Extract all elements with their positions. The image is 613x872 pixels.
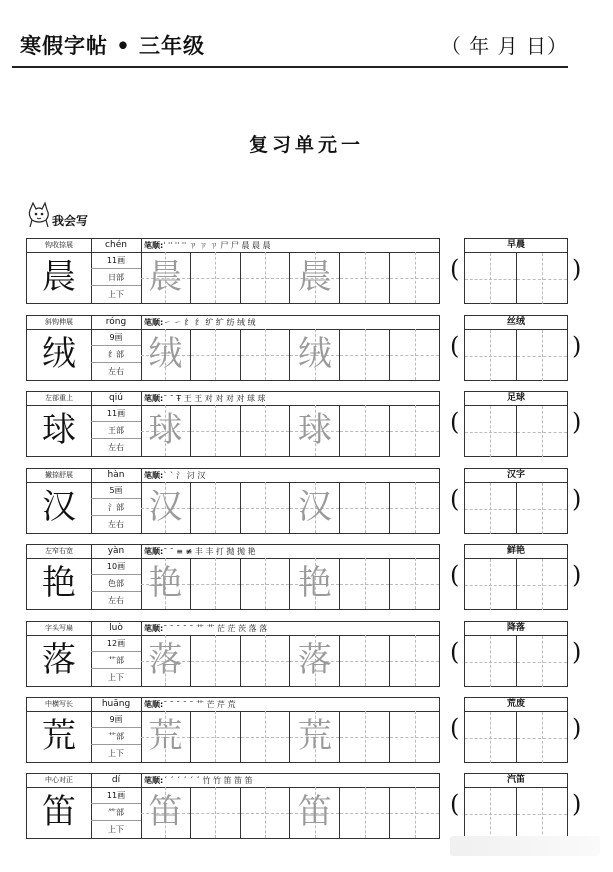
right-parenthesis: ) bbox=[572, 561, 582, 589]
trace-cell[interactable] bbox=[290, 711, 340, 762]
word-cell[interactable] bbox=[517, 712, 568, 763]
practice-cell[interactable] bbox=[390, 787, 439, 838]
trace-cell[interactable] bbox=[141, 787, 191, 838]
word-box bbox=[464, 391, 568, 457]
trace-character: 落 bbox=[148, 640, 183, 680]
stroke-order bbox=[141, 469, 439, 483]
practice-cell[interactable] bbox=[241, 787, 291, 838]
writing-tip: 左部重上 bbox=[27, 392, 92, 406]
character-block bbox=[26, 468, 440, 534]
trace-character: 绒 bbox=[297, 334, 332, 374]
pinyin: yàn bbox=[91, 545, 142, 559]
practice-cell[interactable] bbox=[191, 787, 241, 838]
structure: 上下 bbox=[108, 290, 124, 299]
radical: 纟部 bbox=[91, 346, 141, 363]
word-cell[interactable] bbox=[465, 559, 517, 610]
right-parenthesis: ) bbox=[572, 485, 582, 513]
word-label: 汽笛 bbox=[465, 774, 567, 788]
radical: 氵部 bbox=[91, 499, 141, 516]
word-grid bbox=[465, 636, 567, 687]
trace-character: 荒 bbox=[148, 716, 183, 756]
pinyin: dí bbox=[91, 774, 142, 788]
trace-cell[interactable] bbox=[141, 711, 191, 762]
stroke-count: 9画 bbox=[91, 711, 141, 728]
stroke-order bbox=[141, 392, 439, 406]
practice-cell[interactable] bbox=[340, 405, 390, 456]
cat-mascot-icon bbox=[26, 200, 52, 228]
stroke-order bbox=[141, 698, 439, 712]
word-cell[interactable] bbox=[465, 483, 517, 534]
trace-cell[interactable] bbox=[141, 558, 191, 609]
unit-title: 复习单元一 bbox=[248, 134, 364, 156]
character-block bbox=[26, 621, 440, 687]
writing-tip: 钩收捺展 bbox=[27, 239, 92, 253]
practice-cell[interactable] bbox=[191, 558, 241, 609]
left-parenthesis: ( bbox=[450, 561, 460, 589]
pinyin: hàn bbox=[91, 469, 142, 483]
word-cell[interactable] bbox=[517, 330, 568, 381]
radical: 日部 bbox=[91, 269, 141, 286]
practice-grid bbox=[141, 329, 439, 380]
practice-cell[interactable] bbox=[191, 711, 241, 762]
practice-cell[interactable] bbox=[390, 711, 439, 762]
writing-tip: 左窄右宽 bbox=[27, 545, 92, 559]
stroke-order-label: 笔顺: bbox=[144, 776, 164, 785]
radical: 色部 bbox=[91, 575, 141, 592]
radical: ⺮部 bbox=[91, 804, 141, 821]
word-grid bbox=[465, 483, 567, 534]
right-parenthesis: ) bbox=[572, 714, 582, 742]
trace-character: 汉 bbox=[148, 487, 183, 527]
character-info bbox=[91, 405, 142, 456]
stroke-sequence: ㇀ ㇀ 纟 纟 纩 纩 纺 绒 绒 bbox=[163, 318, 256, 327]
pinyin: qiú bbox=[91, 392, 142, 406]
practice-cell[interactable] bbox=[340, 711, 390, 762]
stroke-order-label: 笔顺: bbox=[144, 241, 164, 250]
trace-cell[interactable] bbox=[290, 482, 340, 533]
practice-cell[interactable] bbox=[340, 558, 390, 609]
writing-tip: 中横写长 bbox=[27, 698, 92, 712]
practice-grid bbox=[141, 405, 439, 456]
word-cell[interactable] bbox=[465, 788, 517, 839]
model-character: 晨 bbox=[27, 252, 92, 303]
word-box bbox=[464, 238, 568, 304]
writing-tip: 中心对正 bbox=[27, 774, 92, 788]
trace-character: 荒 bbox=[297, 716, 332, 756]
practice-cell[interactable] bbox=[390, 329, 439, 380]
section-label: 我会写 bbox=[52, 214, 89, 228]
stroke-order bbox=[141, 316, 439, 330]
character-block bbox=[26, 315, 440, 381]
practice-cell[interactable] bbox=[390, 482, 439, 533]
character-block bbox=[26, 544, 440, 610]
structure: 左右 bbox=[108, 520, 124, 529]
trace-character: 晨 bbox=[148, 257, 183, 297]
practice-cell[interactable] bbox=[191, 405, 241, 456]
practice-cell[interactable] bbox=[241, 405, 291, 456]
stroke-sequence: ˉ ˉ Ŧ 王 王 对 对 对 对 球 球 bbox=[163, 394, 266, 403]
word-cell[interactable] bbox=[517, 788, 568, 839]
character-info bbox=[91, 635, 142, 686]
word-box bbox=[464, 544, 568, 610]
practice-row bbox=[26, 773, 582, 839]
stroke-count: 11画 bbox=[91, 787, 141, 804]
stroke-order-label: 笔顺: bbox=[144, 394, 164, 403]
model-character: 落 bbox=[27, 635, 92, 686]
word-box bbox=[464, 773, 568, 839]
model-character: 艳 bbox=[27, 558, 92, 609]
practice-grid bbox=[141, 558, 439, 609]
practice-cell[interactable] bbox=[390, 252, 439, 303]
model-character: 汉 bbox=[27, 482, 92, 533]
character-block bbox=[26, 773, 440, 839]
stroke-count: 12画 bbox=[91, 635, 141, 652]
practice-grid bbox=[141, 787, 439, 838]
word-label: 汉字 bbox=[465, 469, 567, 483]
practice-cell[interactable] bbox=[191, 482, 241, 533]
stroke-sequence: ˋ ˋ 氵 汈 汉 bbox=[163, 471, 206, 480]
structure: 上下 bbox=[108, 673, 124, 682]
trace-cell[interactable] bbox=[141, 482, 191, 533]
left-parenthesis: ( bbox=[450, 790, 460, 818]
practice-row bbox=[26, 697, 582, 763]
stroke-order-label: 笔顺: bbox=[144, 700, 164, 709]
word-cell[interactable] bbox=[465, 253, 517, 304]
model-character: 绒 bbox=[27, 329, 92, 380]
structure: 上下 bbox=[108, 749, 124, 758]
practice-cell[interactable] bbox=[241, 252, 291, 303]
character-block bbox=[26, 238, 440, 304]
writing-tip: 字头写扁 bbox=[27, 622, 92, 636]
radical: 艹部 bbox=[91, 728, 141, 745]
header-title: 寒假字帖 • 三年级 bbox=[20, 33, 206, 58]
trace-character: 汉 bbox=[297, 487, 332, 527]
practice-cell[interactable] bbox=[241, 329, 291, 380]
word-grid bbox=[465, 253, 567, 304]
practice-grid bbox=[141, 711, 439, 762]
trace-cell[interactable] bbox=[290, 787, 340, 838]
stroke-order-label: 笔顺: bbox=[144, 318, 164, 327]
watermark bbox=[450, 836, 600, 856]
right-parenthesis: ) bbox=[572, 790, 582, 818]
page-header bbox=[12, 28, 568, 68]
writing-tip: 撇捺舒展 bbox=[27, 469, 92, 483]
word-box bbox=[464, 468, 568, 534]
stroke-order bbox=[141, 622, 439, 636]
character-info bbox=[91, 329, 142, 380]
pinyin: huāng bbox=[91, 698, 142, 712]
trace-character: 球 bbox=[297, 410, 332, 450]
stroke-sequence: ˉ ˉ ≡ ≢ 丰 丰 打 抛 抛 艳 bbox=[163, 547, 256, 556]
trace-cell[interactable] bbox=[141, 405, 191, 456]
stroke-order bbox=[141, 545, 439, 559]
right-parenthesis: ) bbox=[572, 638, 582, 666]
character-info bbox=[91, 252, 142, 303]
stroke-sequence: ˈ ˈˈ ˈˈ ˈˈ ㄗ ㄗ ㄗ 尸 尸 晨 晨 晨 bbox=[163, 241, 271, 250]
practice-cell[interactable] bbox=[340, 329, 390, 380]
pinyin: chén bbox=[91, 239, 142, 253]
practice-cell[interactable] bbox=[241, 635, 291, 686]
word-cell[interactable] bbox=[465, 330, 517, 381]
word-cell[interactable] bbox=[465, 406, 517, 457]
stroke-count: 10画 bbox=[91, 558, 141, 575]
character-block bbox=[26, 391, 440, 457]
left-parenthesis: ( bbox=[450, 332, 460, 360]
word-grid bbox=[465, 559, 567, 610]
word-label: 鲜艳 bbox=[465, 545, 567, 559]
header-date: （ 年 月 日） bbox=[440, 34, 568, 58]
stroke-order-label: 笔顺: bbox=[144, 471, 164, 480]
practice-cell[interactable] bbox=[340, 252, 390, 303]
word-label: 足球 bbox=[465, 392, 567, 406]
trace-cell[interactable] bbox=[141, 252, 191, 303]
practice-cell[interactable] bbox=[191, 252, 241, 303]
stroke-count: 5画 bbox=[91, 482, 141, 499]
left-parenthesis: ( bbox=[450, 714, 460, 742]
left-parenthesis: ( bbox=[450, 638, 460, 666]
stroke-order bbox=[141, 239, 439, 253]
pinyin: róng bbox=[91, 316, 142, 330]
radical: 艹部 bbox=[91, 652, 141, 669]
right-parenthesis: ) bbox=[572, 332, 582, 360]
practice-row bbox=[26, 315, 582, 381]
stroke-count: 9画 bbox=[91, 329, 141, 346]
practice-grid bbox=[141, 252, 439, 303]
word-grid bbox=[465, 330, 567, 381]
stroke-sequence: ˉ ˉ ˉ ˉ ˉ 艹 艹 茫 茫 茨 落 落 bbox=[163, 624, 268, 633]
practice-row bbox=[26, 391, 582, 457]
practice-cell[interactable] bbox=[390, 405, 439, 456]
practice-row bbox=[26, 544, 582, 610]
character-info bbox=[91, 787, 142, 838]
stroke-count: 11画 bbox=[91, 252, 141, 269]
word-box bbox=[464, 697, 568, 763]
trace-cell[interactable] bbox=[290, 405, 340, 456]
trace-cell[interactable] bbox=[290, 558, 340, 609]
character-block bbox=[26, 697, 440, 763]
word-cell[interactable] bbox=[517, 483, 568, 534]
structure: 左右 bbox=[108, 596, 124, 605]
left-parenthesis: ( bbox=[450, 255, 460, 283]
stroke-order-label: 笔顺: bbox=[144, 547, 164, 556]
character-info bbox=[91, 558, 142, 609]
word-label: 降落 bbox=[465, 622, 567, 636]
word-box bbox=[464, 315, 568, 381]
word-cell[interactable] bbox=[517, 406, 568, 457]
stroke-order-label: 笔顺: bbox=[144, 624, 164, 633]
structure: 左右 bbox=[108, 443, 124, 452]
practice-cell[interactable] bbox=[340, 482, 390, 533]
trace-cell[interactable] bbox=[290, 635, 340, 686]
trace-cell[interactable] bbox=[141, 329, 191, 380]
trace-character: 艳 bbox=[148, 563, 183, 603]
model-character: 荒 bbox=[27, 711, 92, 762]
trace-cell[interactable] bbox=[290, 252, 340, 303]
practice-grid bbox=[141, 482, 439, 533]
stroke-order bbox=[141, 774, 439, 788]
model-character: 球 bbox=[27, 405, 92, 456]
trace-cell[interactable] bbox=[290, 329, 340, 380]
right-parenthesis: ) bbox=[572, 408, 582, 436]
left-parenthesis: ( bbox=[450, 485, 460, 513]
trace-character: 晨 bbox=[297, 257, 332, 297]
stroke-sequence: ˉ ˉ ˉ ˉ ˉ 艹 芒 芹 荒 bbox=[163, 700, 236, 709]
word-grid bbox=[465, 788, 567, 839]
word-cell[interactable] bbox=[517, 636, 568, 687]
word-grid bbox=[465, 712, 567, 763]
practice-row bbox=[26, 238, 582, 304]
model-character: 笛 bbox=[27, 787, 92, 838]
practice-cell[interactable] bbox=[390, 558, 439, 609]
practice-row bbox=[26, 468, 582, 534]
word-cell[interactable] bbox=[465, 636, 517, 687]
word-cell[interactable] bbox=[517, 253, 568, 304]
structure: 左右 bbox=[108, 367, 124, 376]
character-info bbox=[91, 482, 142, 533]
pinyin: luò bbox=[91, 622, 142, 636]
trace-character: 绒 bbox=[148, 334, 183, 374]
writing-tip: 斜钩伸展 bbox=[27, 316, 92, 330]
left-parenthesis: ( bbox=[450, 408, 460, 436]
word-cell[interactable] bbox=[517, 559, 568, 610]
practice-cell[interactable] bbox=[191, 635, 241, 686]
word-grid bbox=[465, 406, 567, 457]
trace-character: 笛 bbox=[148, 792, 183, 832]
word-cell[interactable] bbox=[465, 712, 517, 763]
practice-cell[interactable] bbox=[340, 635, 390, 686]
stroke-sequence: ˊ ˊ ˊ ˊ ˊ ˊ 竹 竹 笛 笛 笛 bbox=[163, 776, 253, 785]
practice-row bbox=[26, 621, 582, 687]
practice-grid bbox=[141, 635, 439, 686]
practice-cell[interactable] bbox=[390, 635, 439, 686]
radical: 王部 bbox=[91, 422, 141, 439]
word-label: 荒废 bbox=[465, 698, 567, 712]
practice-cell[interactable] bbox=[241, 482, 291, 533]
practice-cell[interactable] bbox=[340, 787, 390, 838]
trace-character: 艳 bbox=[297, 563, 332, 603]
word-label: 丝绒 bbox=[465, 316, 567, 330]
structure: 上下 bbox=[108, 825, 124, 834]
practice-cell[interactable] bbox=[191, 329, 241, 380]
word-box bbox=[464, 621, 568, 687]
trace-character: 笛 bbox=[297, 792, 332, 832]
trace-cell[interactable] bbox=[141, 635, 191, 686]
word-label: 早晨 bbox=[465, 239, 567, 253]
right-parenthesis: ) bbox=[572, 255, 582, 283]
character-info bbox=[91, 711, 142, 762]
practice-cell[interactable] bbox=[241, 711, 291, 762]
trace-character: 球 bbox=[148, 410, 183, 450]
stroke-count: 11画 bbox=[91, 405, 141, 422]
practice-cell[interactable] bbox=[241, 558, 291, 609]
trace-character: 落 bbox=[297, 640, 332, 680]
